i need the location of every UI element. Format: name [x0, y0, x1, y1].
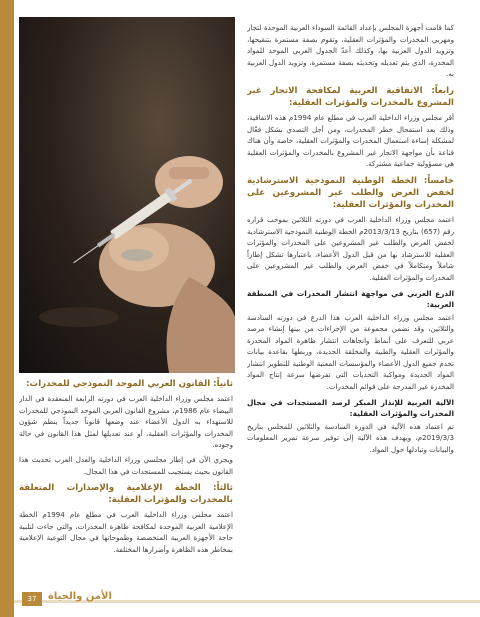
paragraph: اعتمد مجلس وزراء الداخلية العرب هذا الدرع في دورته السادسة والثلاثين، وقد تضمن مجموعة من الإجراءات من بينها إنشاء مرصد عربي للتعرف على أنماط واتجاهات انتشار ظاهرة المواد المخدرة والمؤثرات العقلية والطبية والمخلقة الجديدة، وربطها بقاعدة بيانات تخدم جميع الدول الأعضاء والمؤسسات المعنية الوطنية للتطوير انتشار المواد الجديدة ومواكبة التحديات التي تفرضها سرعة إنتاج المواد المخدرة غير المدرجة على قوائم المخدرات. [247, 312, 454, 392]
paragraph: تم اعتماد هذه الآلية في الدورة السادسة والثلاثين للمجلس بتاريخ 2019/3/3م، ويهدف هذه الآلية إلى توفير سرعة تمرير المعلومات والبيانات وتبادلها حول المواد. [247, 421, 454, 454]
subheading: الدرع العربي في مواجهة انتشار المخدرات في المنطقة العربية: [247, 288, 454, 309]
paragraph: اعتمد مجلس وزراء الداخلية العرب في دورته الرابعة المنعقدة في الدار البيضاء عام 1986م، مشروع القانون العربي الموحد النموذجي للمخدرات للاستهداء به الدول الأعضاء عند وضعها قانوناً جديداً ينظم شؤون المخدرات والمؤثرات العقلية، أو عند تعديلها لمثل هذا القانون في حالة وجوده. [19, 394, 233, 450]
section-heading: ثانياً: القانون العربي الموحد النموذجي للمخدرات: [26, 379, 233, 389]
section-heading: خامساً: الخطة الوطنية النموذجية الاسترشادية لخفض العرض والطلب غير المشروعين على المخدرات والمؤثرات العقلية: [247, 175, 454, 210]
left-article-column [19, 373, 233, 573]
side-color-strip [0, 0, 14, 617]
drug-syringe-photo [19, 17, 235, 373]
subheading: الآلية العربية للإنذار المبكر لرصد المستجدات في مجال المخدرات والمؤثرات العقلية: [247, 397, 454, 418]
section-heading: ثالثاً: الخطة الإعلامية والإصدارات المتعلقة بالمخدرات والمؤثرات العقلية: [19, 483, 233, 506]
syringe-hand-illustration [19, 17, 235, 373]
paragraph: أقر مجلس وزراء الداخلية العرب في مطلع عام 1994م هذه الاتفاقية، وذلك بعد استفحال خطر المخدرات، ومن أجل التصدي بشكل فعّال لمشكلة إساءة استعمال المخدرات والمؤثرات العقلية، خاصة وأن هناك قناعة بأن مواجهة الاتجار غير المشروع بالمخدرات والمؤثرات العقلية هي مسؤولية جماعية مشتركة. [247, 112, 454, 169]
magazine-title: الأمن والحياة [48, 591, 112, 602]
paragraph: اعتمد مجلس وزراء الداخلية العرب في مطلع عام 1994م الخطة الإعلامية العربية الموحدة لمكافحة ظاهرة المخدرات، والتي جاءت لتلبية حاجة الأجهزة العربية المتخصصة وطموحاتها في مجال التوعية الإعلامية بمخاطر هذه الظاهرة وأضرارها المختلفة. [19, 510, 233, 554]
paragraph: اعتمد مجلس وزراء الداخلية العرب في دورته الثلاثين بموجب قراره رقم (657) بتاريخ 2013/3/13م الخطة الوطنية النموذجية الاسترشادية لخفض العرض والطلب غير المشروعين على المخدرات والمؤثرات العقلية للاسترشاد بها من قبل الدول الأعضاء، باعتبارها تشكل إطاراً شاملاً ومتكاملاً في خفض العرض والطلب غير المشروعين على المخدرات والمؤثرات العقلية. [247, 214, 454, 282]
section-heading: رابعاً: الاتفاقية العربية لمكافحة الاتجار غير المشروع بالمخدرات والمؤثرات العقلية: [247, 85, 454, 108]
paragraph: ويجري الآن في إطار مجلسي وزراء الداخلية والعدل العرب تحديث هذا القانون بحيث يستجيب للمستجدات في هذا المجال. [19, 454, 233, 476]
page-number: 37 [22, 592, 42, 606]
right-article-column [247, 22, 454, 562]
paragraph: كما قامت أجهزة المجلس بإعداد القائمة السوداء العربية الموحدة لتجار ومهربي المخدرات والمؤثرات العقلية، وتقوم بصفة مستمرة بتنقيحها، وتزويد الدول العربية بها، وكذلك أعدّ الجدول العربي الموحد للمواد المخدرة، الذي يتم تعديله وتحديثه بصفة مستمرة، وتزويد الدول العربية به. [247, 23, 454, 79]
